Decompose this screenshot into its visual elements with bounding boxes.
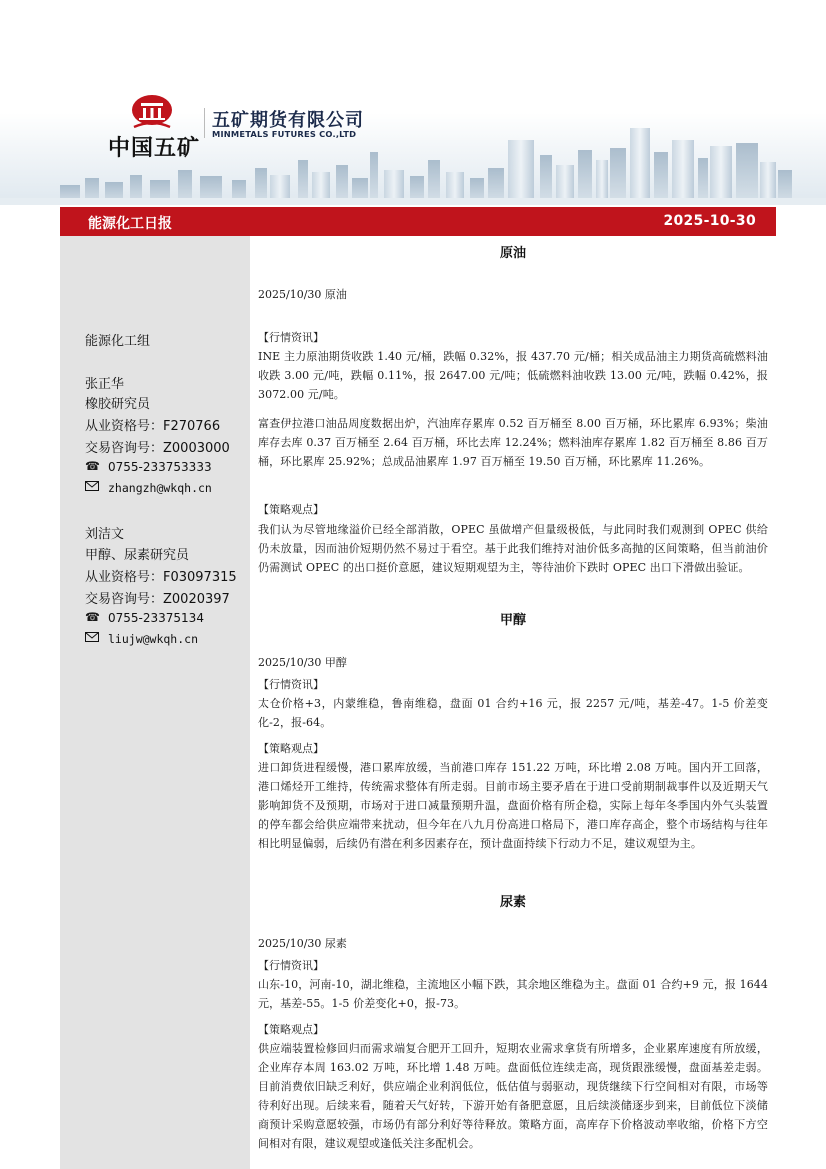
- analyst-email[interactable]: zhangzh@wkqh.cn: [108, 481, 212, 495]
- analyst-email[interactable]: liujw@wkqh.cn: [108, 632, 199, 646]
- section-date-line: 2025/10/30 原油: [258, 288, 347, 301]
- china-minmetals-logo: [130, 93, 174, 131]
- analyst-qualification: 从业资格号：F03097315: [85, 570, 237, 585]
- strategy-paragraph: 供应端装置检修回归而需求端复合肥开工回升，短期农业需求拿货有所增多，企业累库速度有所放缓，企业库存本周 163.02 万吨，环比增 1.48 万吨。盘面低位连续走高，现货跟涨缓慢，盘面基差走弱。目前消费依旧缺乏利好，供应端企业利润低位，低估值与弱驱动，现货继续下行空间相对有限，市场等待利好出现。后续来看，随着天气好转，下游开始有备肥意愿，且后续淡储逐步到来，目前低位下淡储商预计采购意愿较强，市场仍有部分利好等待释放。策略方面，高库存下价格波动率收缩，价格下方空间相对有限，建议观望或逢低关注多配机会。: [258, 1042, 768, 1150]
- strategy-paragraph: 进口卸货进程缓慢，港口累库放缓，当前港口库存 151.22 万吨，环比增 2.08 万吨。国内开工回落，港口烯烃开工维持，传统需求整体有所走弱。目前市场主要矛盾在于进口受前期制裁事件以及近期天气影响卸货不及预期，市场对于进口减量预期升温，盘面价格有所企稳，实际上每年冬季国内外气头装置的停车都会给供应端带来扰动，但今年在八九月份高进口格局下，港口库存高企，整个市场结构与往年相比明显偏弱，后续仍有潜在利多因素存在，预计盘面持续下行动力不足，建议观望为主。: [258, 761, 768, 850]
- logo-text: 中国五矿: [108, 136, 201, 161]
- market-info-paragraph: 太仓价格+3，内蒙维稳，鲁南维稳，盘面 01 合约+16 元，报 2257 元/吨，基差-47。1-5 价差变化-2，报-64。: [258, 697, 768, 729]
- section-title-urea: 尿素: [499, 895, 526, 910]
- analyst-title: 甲醇、尿素研究员: [85, 548, 190, 563]
- research-group: 能源化工组: [85, 334, 151, 349]
- analyst-phone: 0755-23375134: [108, 611, 204, 625]
- mail-icon: [85, 631, 99, 645]
- report-date: 2025-10-30: [663, 213, 756, 229]
- report-header: [0, 0, 826, 205]
- market-info-tag: 【行情资讯】: [258, 959, 324, 972]
- section-title-methanol: 甲醇: [499, 613, 526, 628]
- market-info-paragraph: INE 主力原油期货收跌 1.40 元/桶，跌幅 0.32%，报 437.70 元/桶；相关成品油主力期货高硫燃料油收跌 3.00 元/吨，跌幅 0.11%，报 2647.00 元/吨；低硫燃料油收跌 13.00 元/吨，跌幅 0.42%，报 3072.00 元/吨。: [258, 350, 768, 401]
- strategy-tag: 【策略观点】: [258, 1023, 324, 1036]
- market-info-paragraph: 山东-10，河南-10，湖北维稳，主流地区小幅下跌，其余地区维稳为主。盘面 01 合约+9 元，报 1644 元，基差-55。1-5 价差变化+0，报-73。: [258, 978, 768, 1010]
- company-name-en: MINMETALS FUTURES CO.,LTD: [212, 129, 357, 139]
- analyst-name: 刘洁文: [85, 527, 125, 542]
- city-skyline-image: [0, 0, 826, 205]
- market-info-tag: 【行情资讯】: [258, 331, 324, 344]
- section-date-line: 2025/10/30 甲醇: [258, 656, 347, 669]
- market-info-paragraph: 富查伊拉港口油品周度数据出炉，汽油库存累库 0.52 百万桶至 8.00 百万桶，环比累库 6.93%；柴油库存去库 0.37 百万桶至 2.64 百万桶，环比去库 12.24%；燃料油库存累库 1.82 百万桶至 8.86 百万桶，环比累库 25.92%；总成品油累库 1.97 百万桶至 19.50 百万桶，环比累库 11.26%。: [258, 417, 768, 468]
- analyst-name: 张正华: [85, 377, 125, 392]
- strategy-tag: 【策略观点】: [258, 742, 324, 755]
- strategy-paragraph: 我们认为尽管地缘溢价已经全部消散，OPEC 虽做增产但量级极低，与此同时我们观测到 OPEC 供给仍未放量，因而油价短期仍然不易过于看空。基于此我们维持对油价低多高抛的区间策略，但当前油价仍需测试 OPEC 的出口挺价意愿，建议短期观望为主，等待油价下跌时 OPEC 出口下滑做出验证。: [258, 523, 768, 574]
- market-info-tag: 【行情资讯】: [258, 678, 324, 691]
- logo-divider: [204, 108, 205, 138]
- phone-icon: ☎: [85, 610, 100, 624]
- report-name: 能源化工日报: [88, 216, 172, 232]
- analyst-consult-number: 交易咨询号：Z0003000: [85, 441, 230, 456]
- analyst-phone: 0755-233753333: [108, 460, 212, 474]
- strategy-tag: 【策略观点】: [258, 503, 324, 516]
- analyst-consult-number: 交易咨询号：Z0020397: [85, 592, 230, 607]
- analyst-qualification: 从业资格号：F270766: [85, 419, 221, 434]
- section-date-line: 2025/10/30 尿素: [258, 937, 347, 950]
- company-name-cn: 五矿期货有限公司: [212, 110, 364, 131]
- section-title-crude-oil: 原油: [499, 246, 526, 261]
- phone-icon: ☎: [85, 459, 100, 473]
- analyst-title: 橡胶研究员: [85, 397, 151, 412]
- mail-icon: [85, 480, 99, 494]
- report-title-bar: [60, 207, 776, 236]
